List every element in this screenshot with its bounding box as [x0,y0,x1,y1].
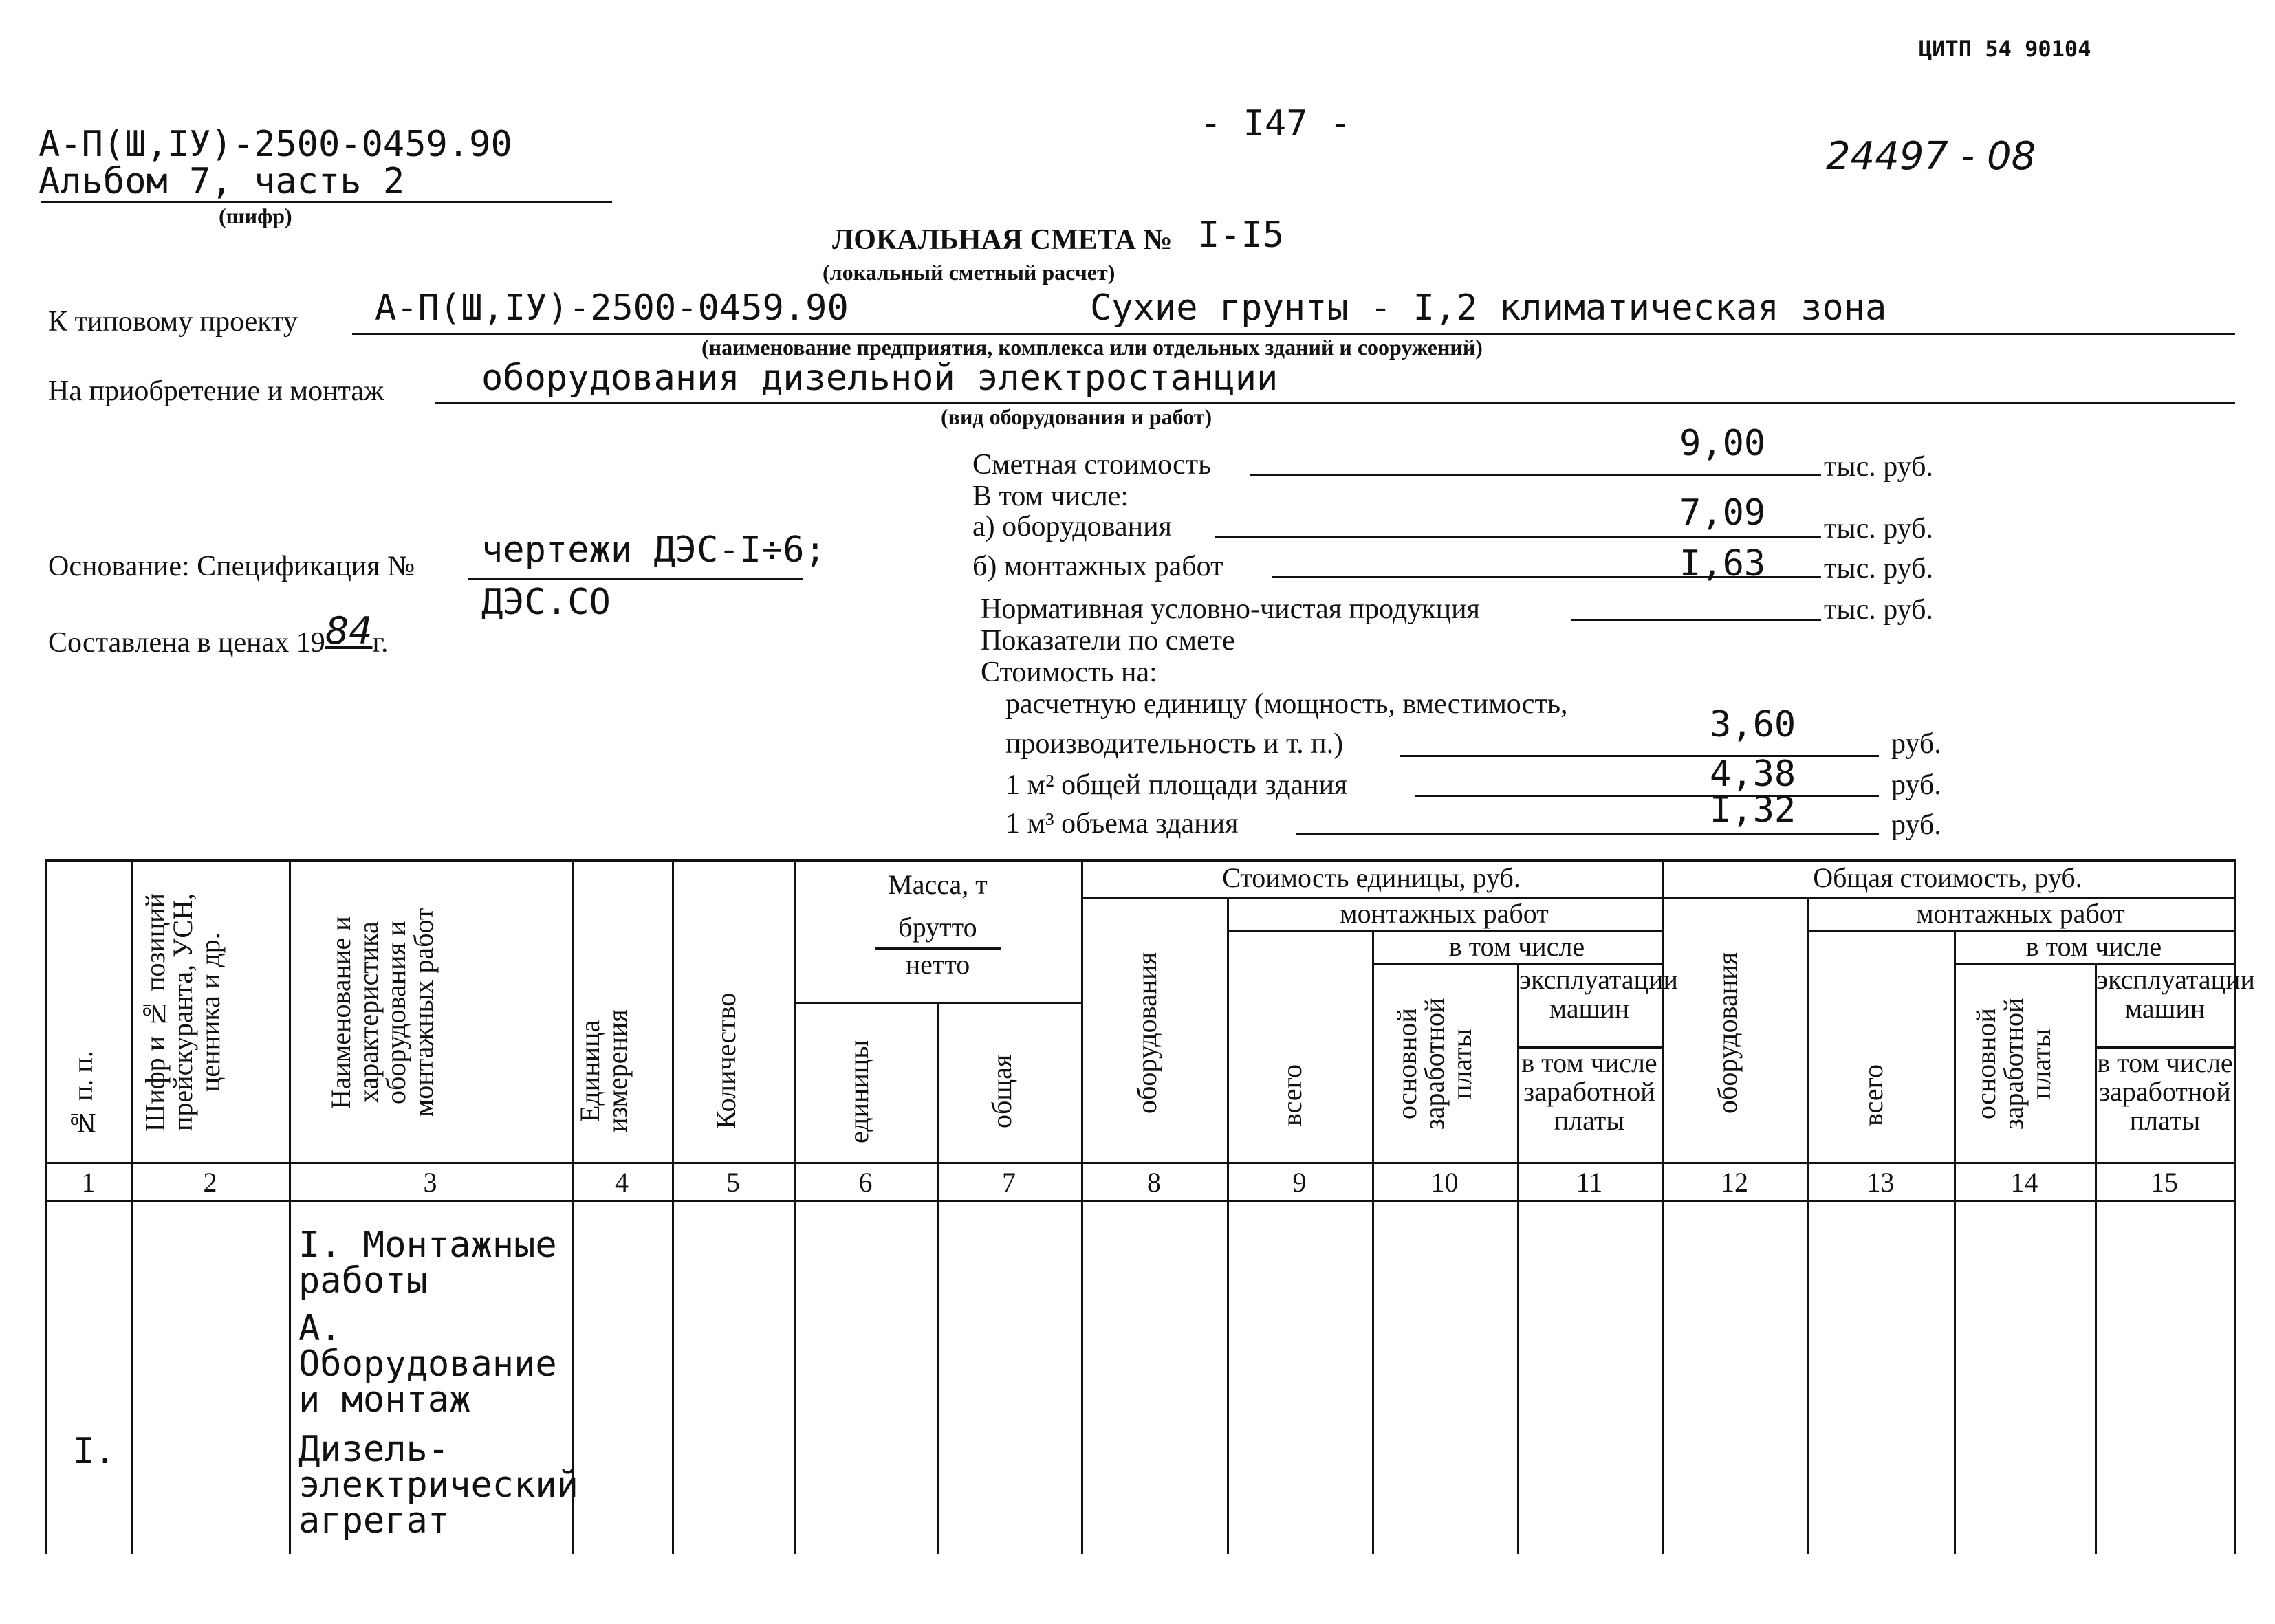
col-border-6 [937,1002,939,1554]
header-unit: Единица измерения [574,1009,633,1132]
cipher-caption: (шифр) [219,204,292,228]
col-number-8: 8 [1147,1167,1161,1198]
header-unit-machines: эксплуатации машин [1519,964,1678,1024]
header-unit-equipment: оборудования [1131,952,1162,1114]
basis-underline [468,578,803,580]
estimate-number: I-I5 [1198,215,1285,256]
header-unit-cost: Стоимость единицы, руб. [1222,862,1521,893]
header-total-all: всего [1858,1064,1888,1126]
col-number-11: 11 [1576,1167,1603,1198]
normative-underline [1571,619,1821,621]
normative-unit: тыс. руб. [1824,594,1933,626]
basis-value1: чертежи ДЭС-I÷6; [481,529,826,571]
col-border-9 [1372,930,1374,1554]
header-mass-unit: единицы [843,1040,874,1143]
installation-cost-unit: тыс. руб. [1824,553,1933,584]
table-row-2-text: А. Оборудование и монтаж [298,1308,557,1420]
col-number-7: 7 [1002,1167,1016,1198]
header-total-equipment: оборудования [1712,952,1743,1114]
project-name: Сухие грунты - I,2 климатическая зона [1090,287,1887,329]
header-total-incl: в том числе [2025,931,2162,962]
installation-cost-label: б) монтажных работ [972,551,1223,582]
header-unit-all: всего [1276,1064,1307,1126]
purpose-caption: (вид оборудования и работ) [941,404,1212,429]
col-border-8 [1227,897,1229,1554]
header-total-install: монтажных работ [1916,898,2125,929]
unit-cost-rub: руб. [1891,728,1941,760]
header-netto: нетто [905,949,970,980]
table-row-3-num: I. [73,1431,116,1472]
table-row-3-text: Дизель-электрический агрегат [298,1429,578,1541]
col-number-6: 6 [858,1167,873,1198]
indicators-label: Показатели по смете [981,625,1235,657]
header-unit-wage: основной заработной платы [1391,998,1477,1130]
table-row-1-text: I. Монтажные работы [298,1225,557,1302]
col-number-10: 10 [1430,1167,1459,1198]
col-border-2 [289,859,291,1554]
col-number-13: 13 [1866,1167,1895,1198]
header-total-machines: эксплуатации машин [2096,964,2255,1024]
header-mass: Масса, т [888,869,988,900]
prices-year: 84 [325,609,373,652]
cipher-line1: А-П(Ш,IУ)-2500-0459.90 [39,124,512,165]
handwritten-id: 24497 - 08 [1826,134,2036,179]
volume-underline [1296,833,1879,835]
total-cost-value: 9,00 [1679,423,1766,464]
basis-label: Основание: Спецификация № [48,551,415,582]
col-border-13 [1954,930,1956,1554]
header-unit-incl: в том числе [1448,931,1585,962]
cost-for-label: Стоимость на: [981,657,1157,688]
cipher-line2: Альбом 7, часть 2 [39,161,405,202]
area-label: 1 м² общей площади здания [1005,769,1348,801]
area-underline [1415,795,1879,797]
prices-label-post: г. [372,627,389,659]
equipment-cost-label: а) оборудования [972,511,1172,542]
volume-cost-rub: руб. [1891,809,1941,841]
unit-cost-value: 3,60 [1710,704,1796,745]
estimate-title: ЛОКАЛЬНАЯ СМЕТА № [832,224,1173,256]
page-number: - I47 - [1200,103,1351,144]
purpose-label: На приобретение и монтаж [48,375,384,407]
col-border-12 [1807,897,1809,1554]
header-total-wage: основной заработной платы [1970,998,2056,1130]
project-caption: (наименование предприятия, комплекса или отдельных зданий и сооружений) [701,335,1483,360]
equipment-underline [1215,536,1821,538]
col-number-15: 15 [2151,1167,2178,1198]
col-number-3: 3 [423,1167,437,1198]
volume-cost-value: I,32 [1710,789,1796,831]
unit-underline [1400,755,1879,757]
purpose-value: оборудования дизельной электростанции [481,358,1278,399]
volume-label: 1 м³ объема здания [1005,808,1239,840]
col-number-2: 2 [203,1167,217,1198]
col-number-12: 12 [1721,1167,1748,1198]
prices-label-pre: Составлена в ценах 19 [48,627,325,659]
col-number-4: 4 [615,1167,629,1198]
cipher-underline [41,201,612,203]
including-label: В том числе: [972,481,1129,512]
total-cost-underline [1250,474,1821,476]
equipment-cost-value: 7,09 [1679,492,1766,534]
area-cost-value: 4,38 [1710,754,1796,795]
purpose-underline [435,402,2235,404]
header-total-machines-wage: в том числе заработной платы [2097,1047,2233,1136]
header-mass-total: общая [986,1054,1017,1129]
header-unit-install: монтажных работ [1340,898,1549,929]
col-number-14: 14 [2010,1167,2038,1198]
col-border-7 [1081,859,1083,1554]
project-code: А-П(Ш,IУ)-2500-0459.90 [375,287,849,329]
estimate-subtitle: (локальный сметный расчет) [823,260,1115,285]
estimate-table [45,859,2255,1554]
unit-line1: расчетную единицу (мощность, вместимость, [1005,688,1568,720]
total-cost-label: Сметная стоимость [972,449,1212,481]
header-quantity: Количество [710,992,741,1129]
numbers-bottom-rule [45,1200,2234,1202]
header-brutto: брутто [898,912,977,943]
header-name: Наименование и характеристика оборудования и монтажных работ [325,908,439,1117]
area-cost-rub: руб. [1891,769,1941,801]
prices-label [48,609,389,661]
header-bottom-rule [45,1162,2234,1164]
header-num: № п. п. [67,1051,98,1139]
project-label: К типовому проекту [48,306,298,338]
col-number-5: 5 [726,1167,740,1198]
header-cipher: Шифр и № позиций прейскуранта, УСН, ценника и др. [140,893,226,1132]
normative-label: Нормативная условно-чистая продукция [981,593,1480,625]
col-border-0 [45,859,47,1554]
unit-line2: производительность и т. п.) [1005,728,1344,760]
col-border-3 [572,859,574,1554]
col-border-4 [672,859,674,1554]
basis-value2: ДЭС.СО [481,582,611,623]
col-number-1: 1 [81,1167,96,1198]
equipment-cost-unit: тыс. руб. [1824,513,1933,545]
col-number-9: 9 [1292,1167,1307,1198]
table-top-border [45,859,2234,862]
total-cost-unit: тыс. руб. [1824,451,1933,483]
col-border-1 [131,859,133,1554]
installation-cost-value: I,63 [1679,543,1766,584]
header-unit-machines-wage: в том числе заработной платы [1521,1047,1657,1136]
header-total-cost: Общая стоимость, руб. [1813,862,2082,893]
stamp: ЦИТП 54 90104 [1919,36,2091,62]
